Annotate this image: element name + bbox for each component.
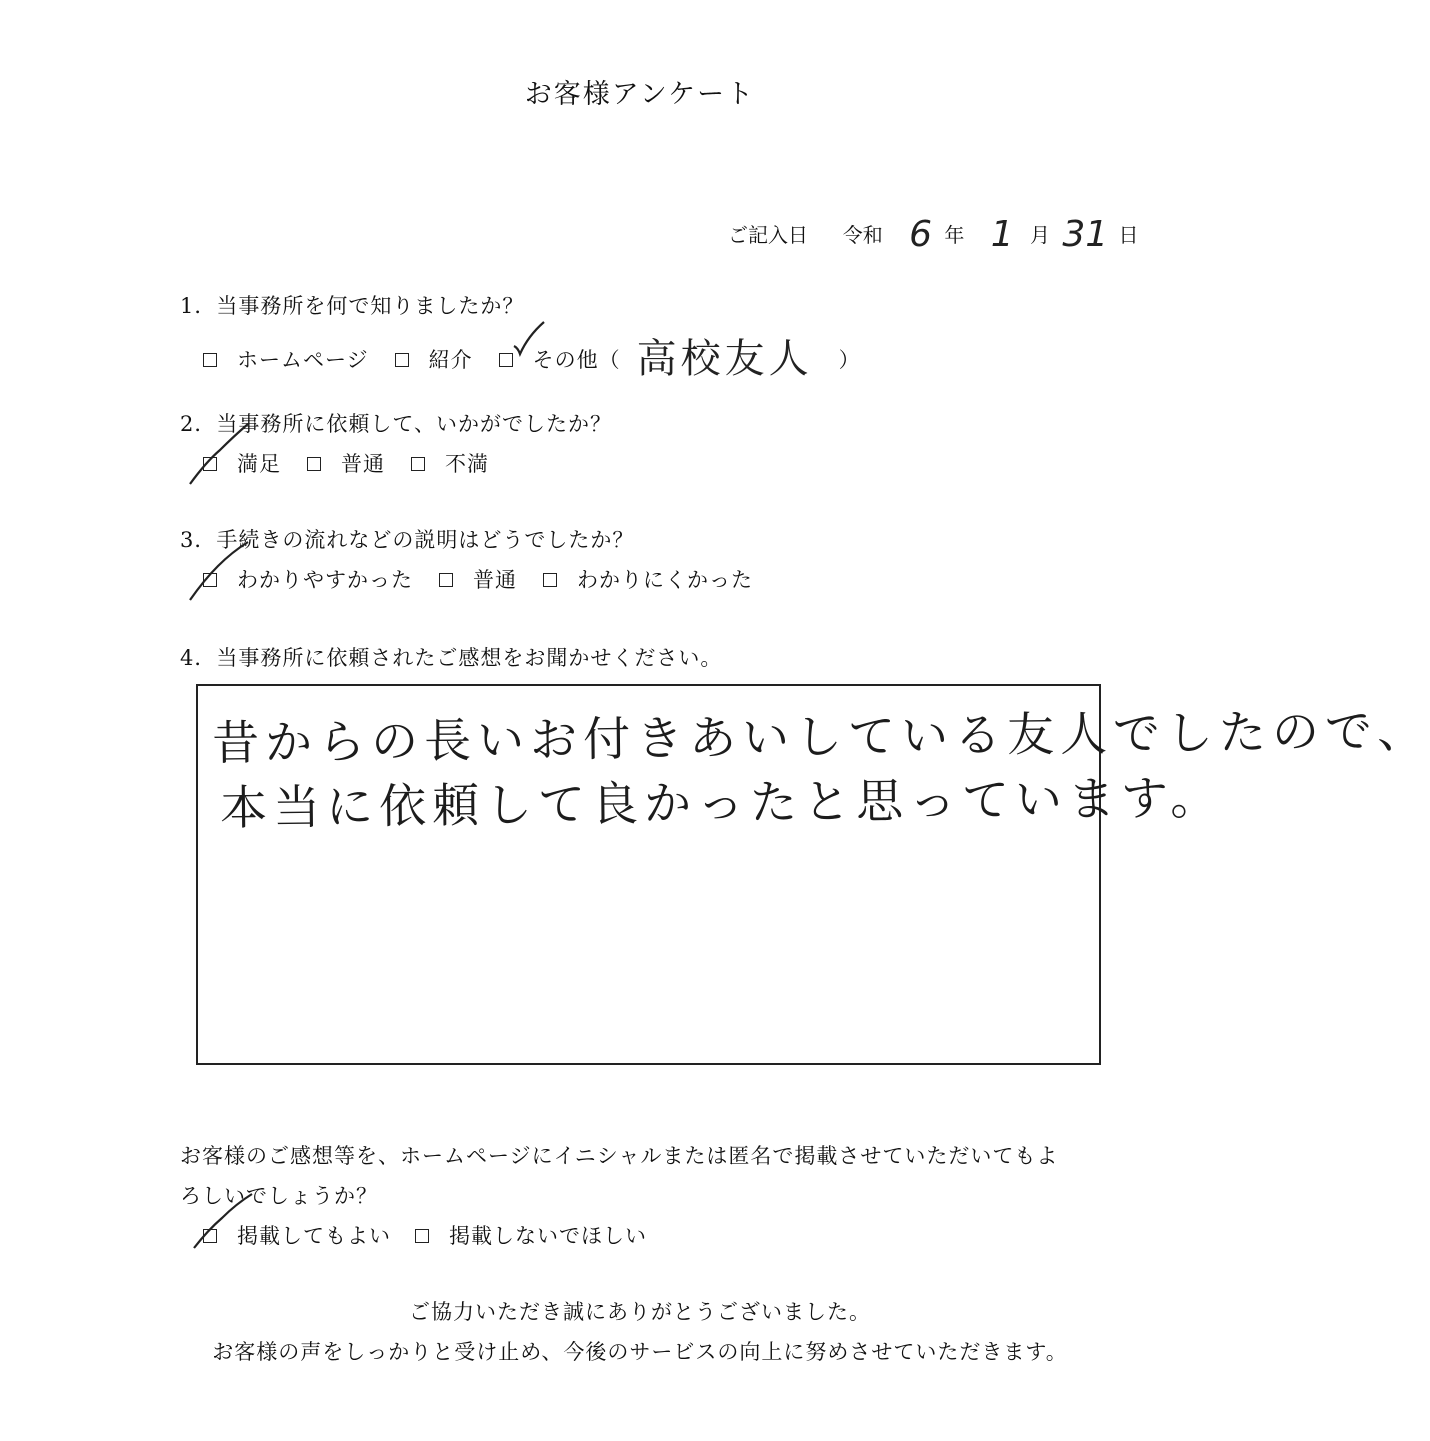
comment-line-1: 昔からの長いお付きあいしている友人でしたので、 <box>211 703 1430 772</box>
question-3: 3．手続きの流れなどの説明はどうでしたか？ <box>180 528 635 552</box>
q2-option-dissatisfied[interactable] <box>411 448 489 478</box>
option-label: 不満 <box>445 452 489 476</box>
q1-other-close: ） <box>838 347 861 372</box>
option-label: ホームページ <box>237 347 369 372</box>
checkbox[interactable] <box>415 1229 429 1243</box>
question-4: 4．当事務所に依頼されたご感想をお聞かせください。 <box>180 646 723 670</box>
consent-options <box>203 1220 673 1250</box>
checkbox[interactable] <box>203 1229 217 1243</box>
option-label: 普通 <box>473 568 517 592</box>
checkbox[interactable] <box>307 457 321 471</box>
q3-option-unclear[interactable] <box>543 564 753 594</box>
q1-other-text: 高校友人 <box>636 336 813 382</box>
q2-option-satisfied[interactable] <box>203 448 281 478</box>
q3-option-normal[interactable] <box>439 564 517 594</box>
date-month-unit: 月 <box>1029 223 1050 247</box>
fill-date <box>728 210 1139 255</box>
question-1: 1．当事務所を何で知りましたか？ <box>180 294 525 318</box>
footer-message: お客様の声をしっかりと受け止め、今後のサービスの向上に努めさせていただきます。 <box>212 1340 1068 1364</box>
option-label: わかりにくかった <box>577 568 753 592</box>
option-label: わかりやすかった <box>237 568 413 592</box>
checkbox[interactable] <box>439 573 453 587</box>
checkbox[interactable] <box>203 573 217 587</box>
checkbox[interactable] <box>203 353 217 367</box>
q2-option-normal[interactable] <box>307 448 385 478</box>
question-1-options <box>203 330 861 387</box>
checkbox[interactable] <box>395 353 409 367</box>
checkbox[interactable] <box>411 457 425 471</box>
consent-question-line-2: ろしいでしょうか？ <box>180 1184 378 1208</box>
checkbox[interactable] <box>543 573 557 587</box>
question-2-options <box>203 448 515 478</box>
date-year-unit: 年 <box>944 223 965 247</box>
date-day-unit: 日 <box>1118 223 1139 247</box>
checkbox[interactable] <box>203 457 217 471</box>
q1-option-referral[interactable] <box>395 344 473 374</box>
consent-question-line-1: お客様のご感想等を、ホームページにイニシャルまたは匿名で掲載させていただいてもよ <box>180 1144 1059 1168</box>
option-label: 満足 <box>237 452 281 476</box>
question-3-options <box>203 564 779 594</box>
question-2: 2．当事務所に依頼して、いかがでしたか？ <box>180 412 612 436</box>
survey-title: お客様アンケート <box>524 79 756 110</box>
option-label: 紹介 <box>428 347 473 372</box>
footer-thanks: ご協力いただき誠にありがとうございました。 <box>409 1300 871 1324</box>
option-label: その他（ <box>532 347 621 372</box>
date-label: ご記入日 <box>728 223 808 247</box>
option-label: 掲載してもよい <box>237 1224 391 1248</box>
date-month: 1 <box>990 214 1014 255</box>
q3-option-clear[interactable] <box>203 564 413 594</box>
checkbox[interactable] <box>499 353 513 367</box>
consent-option-deny[interactable] <box>415 1220 647 1250</box>
q1-option-homepage[interactable] <box>203 344 369 374</box>
date-year: 6 <box>909 214 932 255</box>
comment-line-2: 本当に依頼して良かったと思っています。 <box>219 770 1224 837</box>
date-era: 令和 <box>842 223 883 247</box>
consent-option-allow[interactable] <box>203 1220 391 1250</box>
q1-option-other[interactable] <box>499 344 621 374</box>
option-label: 掲載しないでほしい <box>449 1224 647 1248</box>
date-day: 31 <box>1062 214 1109 255</box>
option-label: 普通 <box>341 452 385 476</box>
